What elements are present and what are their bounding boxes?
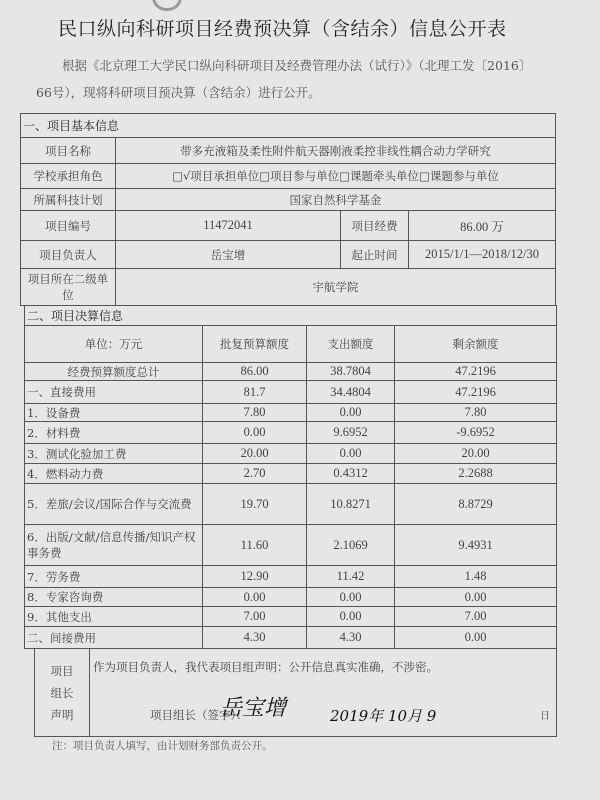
table-row (25, 422, 557, 444)
amount-cell: 2.70 (203, 464, 307, 484)
amount-cell: 0.00 (307, 607, 395, 627)
amount-cell: 10.8271 (307, 484, 395, 525)
table-row (25, 363, 557, 381)
row-label: 8．专家咨询费 (25, 588, 203, 607)
amount-cell: 20.00 (203, 444, 307, 464)
section1-heading: 一、项目基本信息 (21, 114, 556, 138)
amount-cell: 7.00 (395, 607, 557, 627)
row-label: 3．测试化验加工费 (25, 444, 203, 464)
column-header: 剩余额度 (395, 326, 557, 363)
project-name-label: 项目名称 (21, 138, 116, 164)
amount-cell: 1.48 (395, 566, 557, 588)
table-row (25, 566, 557, 588)
amount-cell: 2.1069 (307, 525, 395, 566)
amount-cell: 0.00 (395, 588, 557, 607)
amount-cell: 81.7 (203, 381, 307, 404)
amount-cell: 0.00 (203, 422, 307, 444)
amount-cell: 20.00 (395, 444, 557, 464)
role-value: □√项目承担单位□项目参与单位□课题牵头单位□课题参与单位 (116, 164, 556, 189)
project-name: 带多充液箱及柔性附件航天器刚液柔控非线性耦合动力学研究 (116, 138, 556, 164)
amount-cell: 0.4312 (307, 464, 395, 484)
role-label: 学校承担角色 (21, 164, 116, 189)
column-header: 支出额度 (307, 326, 395, 363)
plan-label: 所属科技计划 (21, 189, 116, 211)
amount-cell: 0.00 (307, 404, 395, 422)
handwritten-signature: 岳宝增 (220, 696, 287, 721)
amount-cell: 0.00 (307, 588, 395, 607)
unit-value: 宇航学院 (116, 269, 556, 306)
table-row (25, 607, 557, 627)
declaration-table (34, 648, 557, 737)
amount-cell: 86.00 (203, 363, 307, 381)
amount-cell: 9.4931 (395, 525, 557, 566)
amount-cell: 47.2196 (395, 363, 557, 381)
leader-label: 项目负责人 (21, 241, 116, 269)
row-label: 经费预算额度总计 (25, 363, 203, 381)
footnote: 注：项目负责人填写，由计划财务部负责公开。 (52, 740, 273, 752)
amount-cell: 4.30 (203, 627, 307, 649)
table-row (25, 627, 557, 649)
number-label: 项目编号 (21, 211, 116, 241)
table-row (25, 381, 557, 404)
amount-cell: 0.00 (203, 588, 307, 607)
unit-label: 项目所在二级单位 (21, 269, 116, 306)
period-value: 2015/1/1—2018/12/30 (409, 241, 556, 269)
table-row (25, 464, 557, 484)
handwritten-date: 2019年 10月 9 (330, 707, 437, 725)
column-header: 单位：万元 (25, 326, 203, 363)
amount-cell: 11.60 (203, 525, 307, 566)
page-title: 民口纵向科研项目经费预决算（含结余）信息公开表 (58, 18, 507, 40)
plan-value: 国家自然科学基金 (116, 189, 556, 211)
sign-label: 项目组长（签字）： (150, 708, 248, 722)
amount-cell: 2.2688 (395, 464, 557, 484)
table-row (25, 404, 557, 422)
period-label: 起止时间 (341, 241, 409, 269)
binder-ring (152, 0, 182, 11)
amount-cell: 34.4804 (307, 381, 395, 404)
amount-cell: 0.00 (307, 444, 395, 464)
amount-cell: 47.2196 (395, 381, 557, 404)
amount-cell: 7.80 (203, 404, 307, 422)
amount-cell: 4.30 (307, 627, 395, 649)
intro-paragraph: 根据《北京理工大学民口纵向科研项目及经费管理办法（试行）》（北理工发〔2016〕66号），现将科研项目预决算（含结余）进行公开。 (36, 58, 532, 100)
declaration-cell (90, 649, 557, 737)
amount-cell: 11.42 (307, 566, 395, 588)
table-row (25, 525, 557, 566)
amount-cell: 9.6952 (307, 422, 395, 444)
table-row (25, 444, 557, 464)
row-label: 5．差旅/会议/国际合作与交流费 (25, 484, 203, 525)
row-label: 9．其他支出 (25, 607, 203, 627)
table-row (25, 484, 557, 525)
amount-cell: 8.8729 (395, 484, 557, 525)
amount-cell: 19.70 (203, 484, 307, 525)
number-value: 11472041 (116, 211, 341, 241)
section2-heading: 二、项目决算信息 (25, 306, 557, 326)
table-row (25, 588, 557, 607)
budget-table (24, 305, 557, 649)
funding-value: 86.00 万 (409, 211, 556, 241)
row-label: 6．出版/文献/信息传播/知识产权事务费 (25, 525, 203, 566)
row-label: 2．材料费 (25, 422, 203, 444)
row-label: 4．燃料动力费 (25, 464, 203, 484)
amount-cell: 12.90 (203, 566, 307, 588)
amount-cell: 0.00 (395, 627, 557, 649)
column-header: 批复预算额度 (203, 326, 307, 363)
amount-cell: 7.00 (203, 607, 307, 627)
row-label: 二、间接费用 (25, 627, 203, 649)
basic-info-table (20, 113, 556, 306)
funding-label: 项目经费 (341, 211, 409, 241)
amount-cell: -9.6952 (395, 422, 557, 444)
day-label: 日 (540, 711, 550, 722)
amount-cell: 38.7804 (307, 363, 395, 381)
amount-cell: 7.80 (395, 404, 557, 422)
row-label: 一、直接费用 (25, 381, 203, 404)
row-label: 7．劳务费 (25, 566, 203, 588)
leader-value: 岳宝增 (116, 241, 341, 269)
declaration-text: 作为项目负责人，我代表项目组声明：公开信息真实准确，不涉密。 (93, 660, 438, 674)
declaration-label: 项目组长声明 (35, 649, 90, 737)
row-label: 1．设备费 (25, 404, 203, 422)
